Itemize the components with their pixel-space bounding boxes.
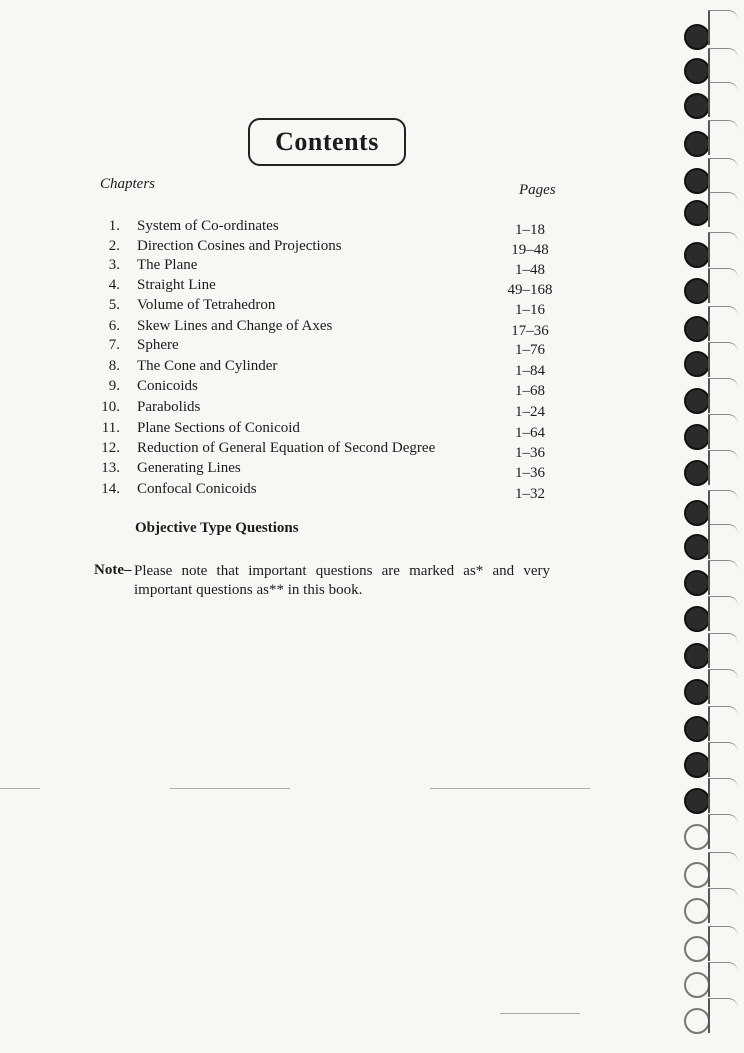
binding-coil-icon [708,268,738,303]
binding-coil-icon [708,926,738,961]
binding-hole-icon [684,424,710,450]
chapter-title: Straight Line [137,277,216,293]
binding-hole-icon [684,643,710,669]
binding-hole-icon [684,824,710,850]
chapter-number: 14. [101,481,120,497]
binding-coil-icon [708,414,738,449]
binding-coil-icon [708,450,738,485]
chapter-pages: 49–168 [507,282,553,298]
binding-coil-icon [708,814,738,849]
binding-hole-icon [684,460,710,486]
chapter-title: The Cone and Cylinder [137,358,278,374]
toc-entry [0,358,600,379]
note-text: Please note that important questions are marked as* and very important questions as** in this book. [134,563,550,598]
binding-coil-icon [708,560,738,595]
binding-hole-icon [684,278,710,304]
binding-hole-icon [684,131,710,157]
binding-hole-icon [684,606,710,632]
chapter-number: 3. [108,257,120,273]
binding-hole-icon [684,500,710,526]
chapter-title: The Plane [137,257,198,273]
chapter-number: 4. [108,277,120,293]
binding-coil-icon [708,669,738,704]
chapter-pages: 1–68 [515,383,545,399]
binding-coil-icon [708,158,738,193]
chapter-title: Confocal Conicoids [137,481,257,497]
chapter-pages: 17–36 [511,323,549,339]
chapter-number: 2. [108,238,120,254]
chapter-title: Sphere [137,337,179,353]
binding-coil-icon [708,120,738,155]
binding-coil-icon [708,524,738,559]
toc-entry [0,218,600,239]
binding-hole-icon [684,716,710,742]
page-title: Contents [248,118,406,166]
binding-hole-icon [684,752,710,778]
chapter-pages: 1–76 [515,342,545,358]
binding-coil-icon [708,778,738,813]
chapter-number: 1. [108,218,120,234]
toc-entry [0,318,600,339]
binding-coil-icon [708,378,738,413]
chapter-title: Parabolids [137,399,201,415]
chapter-pages: 1–16 [515,302,545,318]
binding-hole-icon [684,316,710,342]
binding-coil-icon [708,490,738,525]
chapter-pages: 19–48 [511,242,549,258]
scan-artifact [500,1013,580,1014]
binding-hole-icon [684,898,710,924]
chapter-pages: 1–84 [515,363,545,379]
chapter-pages: 1–64 [515,425,545,441]
chapter-number: 6. [108,318,120,334]
chapter-title: Conicoids [137,378,198,394]
chapter-title: System of Co-ordinates [137,218,279,234]
binding-coil-icon [708,232,738,267]
binding-hole-icon [684,972,710,998]
chapter-pages: 1–24 [515,404,545,420]
binding-coil-icon [708,633,738,668]
toc-entry [0,277,600,298]
binding-coil-icon [708,706,738,741]
binding-hole-icon [684,936,710,962]
toc-entry [0,297,600,318]
binding-coil-icon [708,596,738,631]
toc-entry [0,481,600,502]
chapters-header: Chapters [100,176,156,192]
binding-coil-icon [708,852,738,887]
binding-coil-icon [708,962,738,997]
toc-entry [0,440,600,461]
chapter-number: 10. [101,399,120,415]
scan-artifact [0,788,40,789]
chapter-title: Direction Cosines and Projections [137,238,342,254]
scan-artifact [170,788,290,789]
chapter-title: Skew Lines and Change of Axes [137,318,333,334]
chapter-pages: 1–36 [515,445,545,461]
chapter-pages: 1–18 [515,222,545,238]
note-label: Note– [94,562,132,578]
binding-hole-icon [684,1008,710,1034]
toc-entry [0,378,600,399]
chapter-number: 8. [108,358,120,374]
chapter-number: 7. [108,337,120,353]
chapter-pages: 1–36 [515,465,545,481]
spiral-binding [668,0,744,1053]
toc-entry [0,337,600,358]
binding-hole-icon [684,93,710,119]
binding-coil-icon [708,998,738,1033]
binding-hole-icon [684,388,710,414]
toc-entry [0,420,600,441]
toc-entry [0,399,600,420]
binding-coil-icon [708,342,738,377]
binding-coil-icon [708,82,738,117]
toc-entry [0,238,600,259]
binding-hole-icon [684,242,710,268]
chapter-title: Generating Lines [137,460,241,476]
scan-artifact [430,788,590,789]
binding-coil-icon [708,10,738,45]
toc-entry [0,460,600,481]
binding-hole-icon [684,862,710,888]
binding-hole-icon [684,351,710,377]
binding-hole-icon [684,200,710,226]
binding-hole-icon [684,58,710,84]
objective-questions-heading: Objective Type Questions [135,520,299,536]
binding-coil-icon [708,742,738,777]
chapter-title: Plane Sections of Conicoid [137,420,300,436]
pages-header: Pages [519,182,556,198]
binding-hole-icon [684,24,710,50]
chapter-number: 5. [108,297,120,313]
binding-hole-icon [684,679,710,705]
binding-coil-icon [708,306,738,341]
binding-coil-icon [708,888,738,923]
binding-hole-icon [684,788,710,814]
chapter-pages: 1–32 [515,486,545,502]
chapter-number: 9. [108,378,120,394]
binding-hole-icon [684,570,710,596]
binding-hole-icon [684,534,710,560]
chapter-number: 12. [101,440,120,456]
chapter-pages: 1–48 [515,262,545,278]
chapter-number: 13. [101,460,120,476]
binding-coil-icon [708,48,738,83]
binding-coil-icon [708,192,738,227]
chapter-title: Volume of Tetrahedron [137,297,276,313]
chapter-title: Reduction of General Equation of Second Degree [137,440,436,456]
toc-entry [0,257,600,278]
chapter-number: 11. [101,420,120,436]
binding-hole-icon [684,168,710,194]
